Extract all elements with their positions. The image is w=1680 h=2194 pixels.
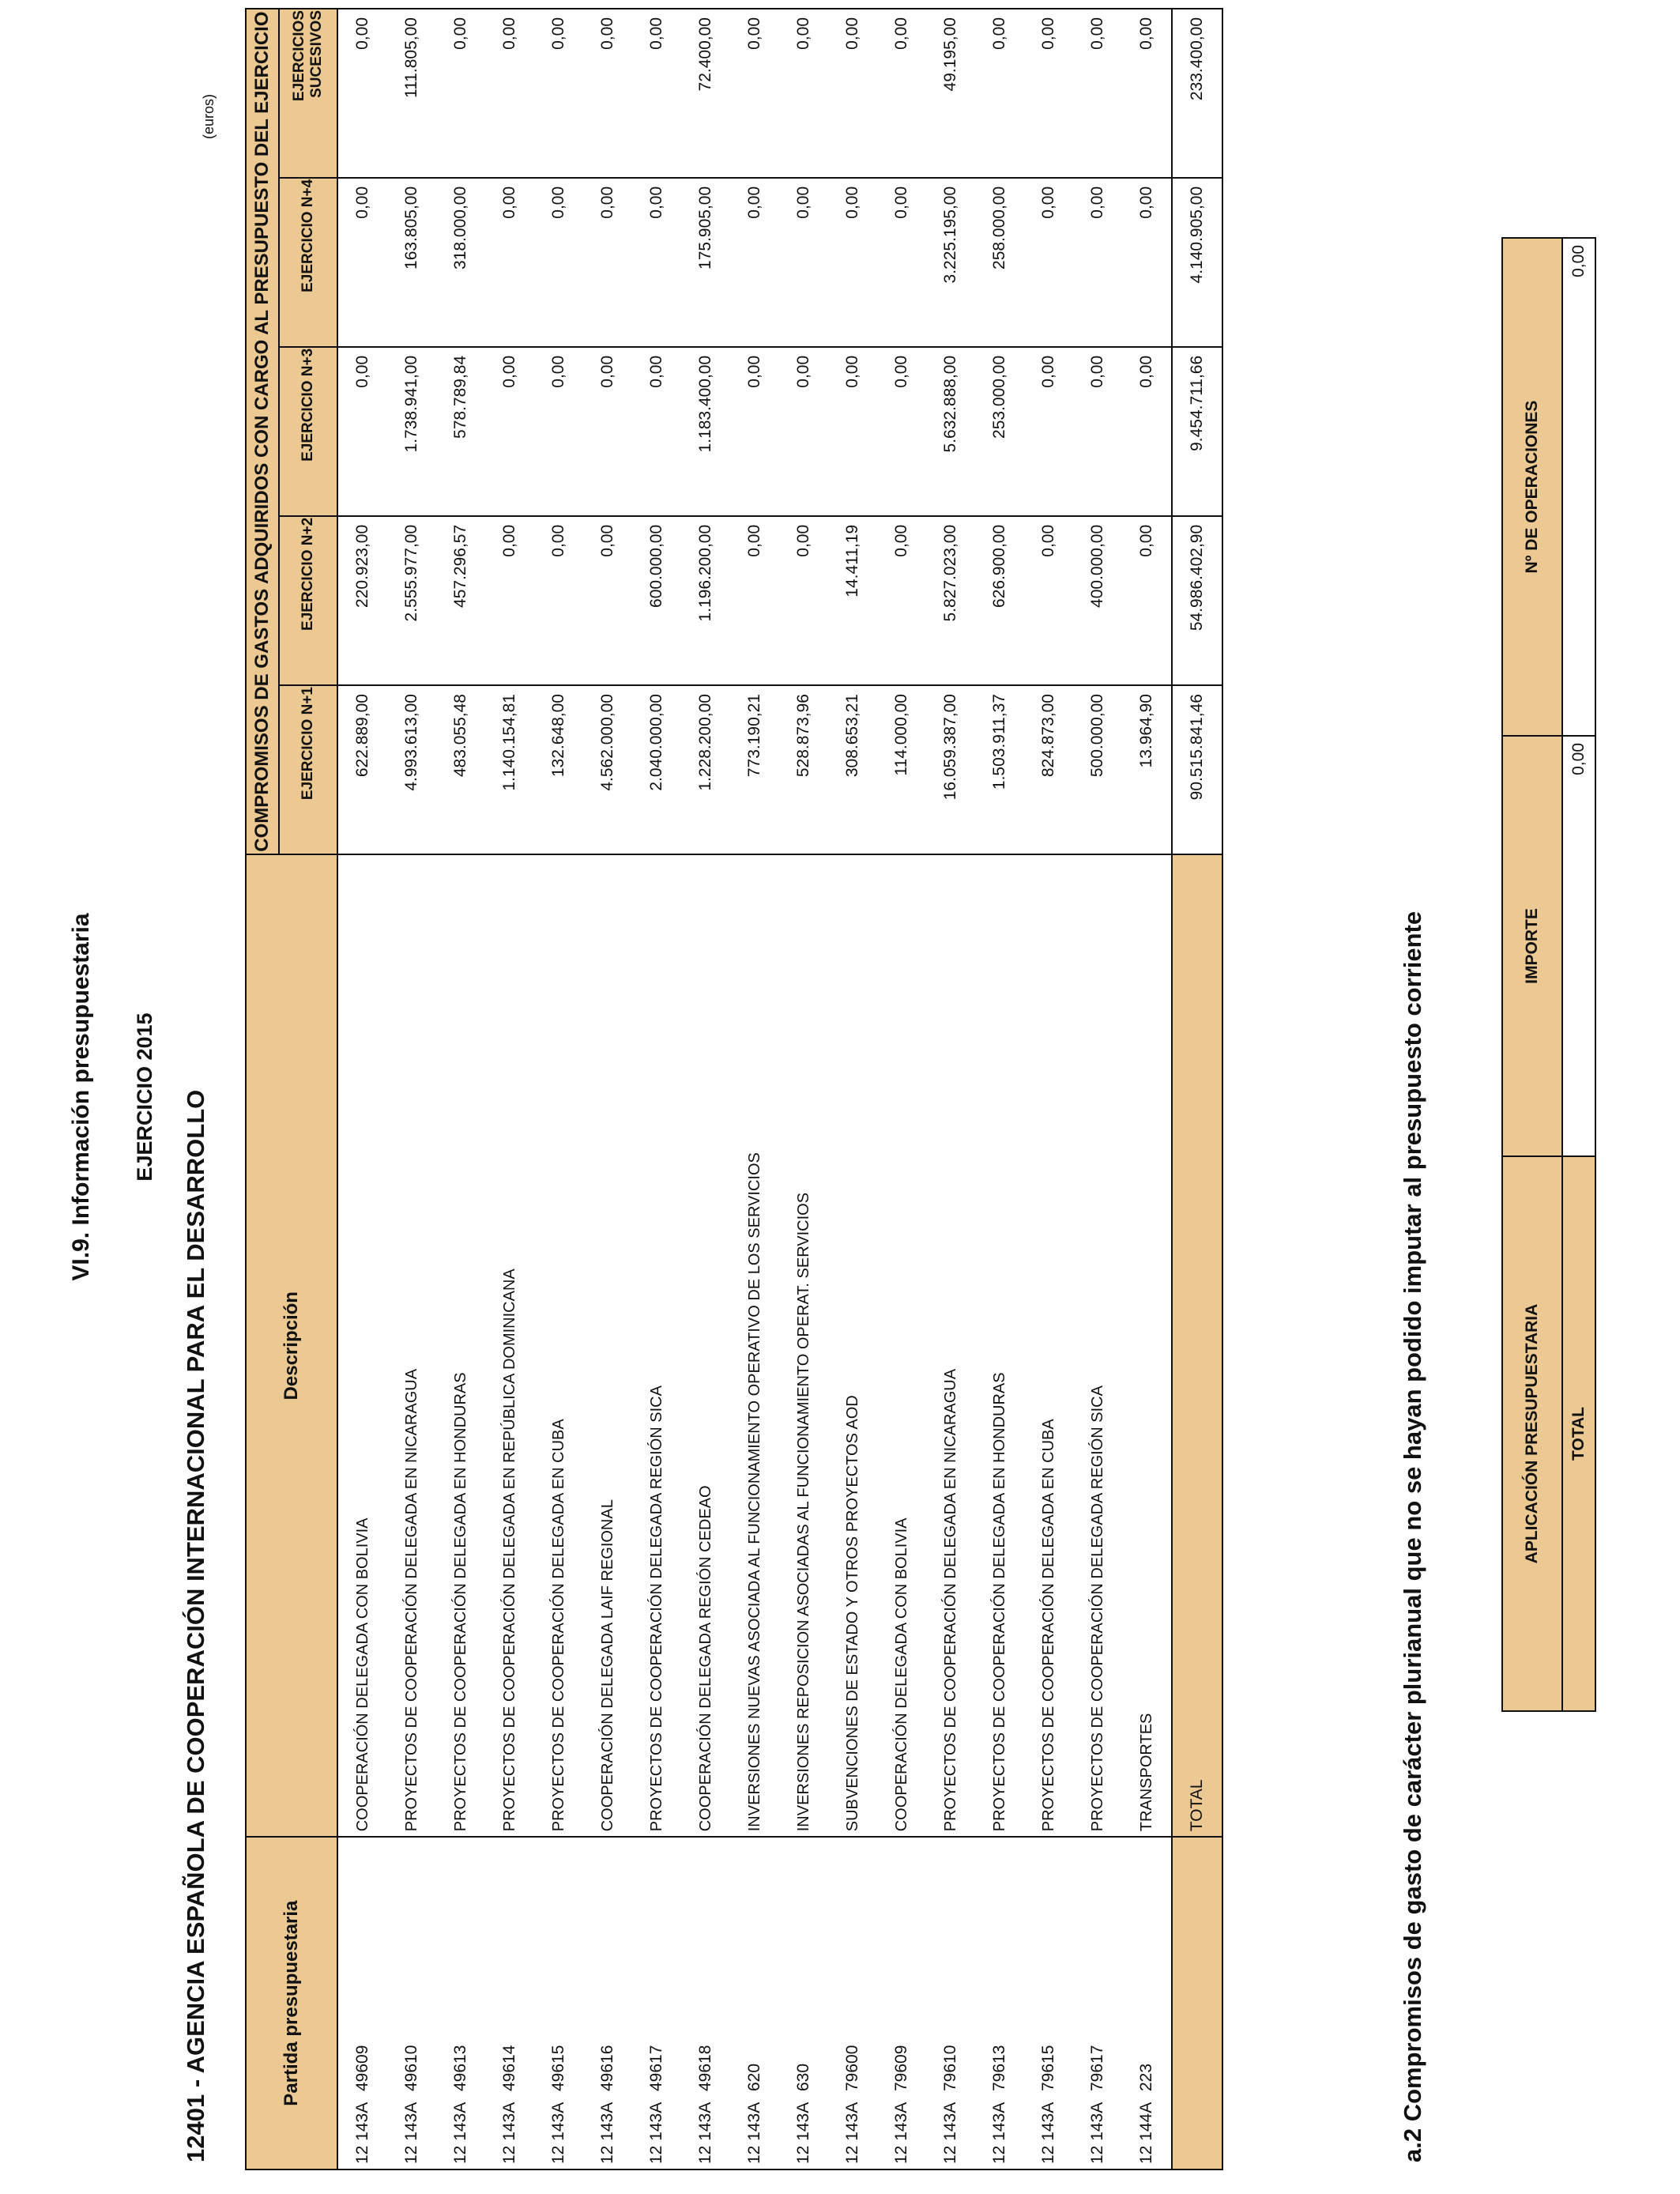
description-cell: PROYECTOS DE COOPERACIÓN DELEGADA EN HONDURAS (975, 854, 1024, 1837)
header-year-1: EJERCICIO N+1 (279, 685, 337, 854)
description-cell: PROYECTOS DE COOPERACIÓN DELEGADA EN NICARAGUA (387, 854, 436, 1837)
amount-cell: 1.140.154,81 (485, 685, 534, 854)
description-cell: PROYECTOS DE COOPERACIÓN DELEGADA EN CUBA (1024, 854, 1073, 1837)
amount-cell: 0,00 (877, 516, 926, 685)
partida-cell (1073, 1837, 1122, 2169)
partida-program: 12 143A (696, 2102, 714, 2164)
table-row (1122, 9, 1172, 2169)
total-successive: 233.400,00 (1172, 9, 1222, 178)
amount-cell: 0,00 (1073, 347, 1122, 516)
amount-cell: 0,00 (1122, 516, 1172, 685)
description-cell: PROYECTOS DE COOPERACIÓN DELEGADA REGIÓN SICA (1073, 854, 1122, 1837)
header-year-2: EJERCICIO N+2 (279, 516, 337, 685)
amount-cell: 163.805,00 (387, 178, 436, 347)
amount-cell: 175.905,00 (681, 178, 730, 347)
amount-cell: 2.040.000,00 (632, 685, 681, 854)
partida-cell (1024, 1837, 1073, 2169)
partida-cell (337, 1837, 387, 2169)
header-aplicacion: APLICACIÓN PRESUPUESTARIA (1502, 1156, 1562, 1711)
partida-cell (534, 1837, 583, 2169)
description-cell: COOPERACIÓN DELEGADA CON BOLIVIA (877, 854, 926, 1837)
partida-concept: 79600 (843, 2045, 861, 2091)
partida-cell (583, 1837, 632, 2169)
partida-concept: 79609 (892, 2045, 910, 2091)
a2-total-importe: 0,00 (1562, 736, 1595, 1156)
amount-cell: 0,00 (877, 178, 926, 347)
amount-cell: 0,00 (632, 178, 681, 347)
partida-program: 12 143A (402, 2102, 420, 2164)
total-row (1172, 9, 1222, 2169)
table-row (828, 9, 877, 2169)
description-cell: COOPERACIÓN DELEGADA CON BOLIVIA (337, 854, 387, 1837)
amount-cell: 0,00 (975, 9, 1024, 178)
partida-program: 12 143A (598, 2102, 616, 2164)
header-year-3: EJERCICIO N+3 (279, 347, 337, 516)
amount-cell: 13.964,90 (1122, 685, 1172, 854)
table-row (730, 9, 779, 2169)
partida-concept: 630 (794, 2063, 812, 2091)
amount-cell: 622.889,00 (337, 685, 387, 854)
header-year-4: EJERCICIO N+4 (279, 178, 337, 347)
partida-cell (632, 1837, 681, 2169)
amount-cell: 0,00 (730, 9, 779, 178)
partida-concept: 49610 (402, 2045, 420, 2091)
amount-cell: 258.000,00 (975, 178, 1024, 347)
amount-cell: 132.648,00 (534, 685, 583, 854)
amount-cell: 773.190,21 (730, 685, 779, 854)
amount-cell: 0,00 (730, 347, 779, 516)
partida-program: 12 143A (500, 2102, 518, 2164)
commitments-table (245, 8, 1223, 2170)
section-title: VI.9. Información presupuestaria (68, 913, 94, 1281)
partida-cell (681, 1837, 730, 2169)
amount-cell: 483.055,48 (436, 685, 485, 854)
amount-cell: 400.000,00 (1073, 516, 1122, 685)
amount-cell: 1.228.200,00 (681, 685, 730, 854)
partida-program: 12 143A (941, 2102, 959, 2164)
amount-cell: 0,00 (1073, 9, 1122, 178)
amount-cell: 0,00 (632, 9, 681, 178)
amount-cell: 5.632.888,00 (926, 347, 975, 516)
description-cell: PROYECTOS DE COOPERACIÓN DELEGADA EN REPÚBLICA DOMINICANA (485, 854, 534, 1837)
partida-concept: 223 (1137, 2063, 1155, 2091)
entity-title: 12401 - AGENCIA ESPAÑOLA DE COOPERACIÓN INTERNACIONAL PARA EL DESARROLLO (182, 1089, 209, 2162)
partida-cell (1122, 1837, 1172, 2169)
partida-concept: 79617 (1088, 2045, 1106, 2091)
amount-cell: 49.195,00 (926, 9, 975, 178)
amount-cell: 0,00 (485, 9, 534, 178)
partida-cell (730, 1837, 779, 2169)
table-row (779, 9, 828, 2169)
total-label: TOTAL (1172, 854, 1222, 1837)
partida-program: 12 143A (794, 2102, 812, 2164)
amount-cell: 0,00 (730, 178, 779, 347)
a2-total-row (1562, 238, 1595, 1711)
header-importe: IMPORTE (1502, 736, 1562, 1156)
amount-cell: 0,00 (1024, 516, 1073, 685)
amount-cell: 5.827.023,00 (926, 516, 975, 685)
amount-cell: 0,00 (877, 9, 926, 178)
amount-cell: 0,00 (1122, 347, 1172, 516)
commitments-body (337, 9, 1172, 2169)
amount-cell: 457.296,57 (436, 516, 485, 685)
amount-cell: 253.000,00 (975, 347, 1024, 516)
amount-cell: 4.993.613,00 (387, 685, 436, 854)
partida-program: 12 143A (990, 2102, 1008, 2164)
amount-cell: 0,00 (779, 178, 828, 347)
amount-cell: 0,00 (779, 347, 828, 516)
table-row (534, 9, 583, 2169)
amount-cell: 824.873,00 (1024, 685, 1073, 854)
partida-concept: 49609 (353, 2045, 371, 2091)
amount-cell: 0,00 (1024, 178, 1073, 347)
partida-program: 12 143A (1039, 2102, 1057, 2164)
partida-concept: 49613 (451, 2045, 469, 2091)
amount-cell: 308.653,21 (828, 685, 877, 854)
amount-cell: 500.000,00 (1073, 685, 1122, 854)
description-cell: INVERSIONES REPOSICION ASOCIADAS AL FUNCIONAMIENTO OPERAT. SERVICIOS (779, 854, 828, 1837)
description-cell: COOPERACIÓN DELEGADA REGIÓN CEDEAO (681, 854, 730, 1837)
description-cell: PROYECTOS DE COOPERACIÓN DELEGADA REGIÓN SICA (632, 854, 681, 1837)
amount-cell: 0,00 (485, 178, 534, 347)
partida-program: 12 143A (647, 2102, 665, 2164)
table-row (337, 9, 387, 2169)
amount-cell: 0,00 (485, 516, 534, 685)
amount-cell: 578.789,84 (436, 347, 485, 516)
table-row (632, 9, 681, 2169)
amount-cell: 318.000,00 (436, 178, 485, 347)
description-cell: INVERSIONES NUEVAS ASOCIADA AL FUNCIONAMIENTO OPERATIVO DE LOS SERVICIOS (730, 854, 779, 1837)
amount-cell: 0,00 (337, 347, 387, 516)
partida-program: 12 143A (843, 2102, 861, 2164)
description-cell: PROYECTOS DE COOPERACIÓN DELEGADA EN CUBA (534, 854, 583, 1837)
amount-cell: 0,00 (779, 9, 828, 178)
a2-total-label: TOTAL (1562, 1156, 1595, 1711)
description-cell: PROYECTOS DE COOPERACIÓN DELEGADA EN NICARAGUA (926, 854, 975, 1837)
table-row (1024, 9, 1073, 2169)
amount-cell: 0,00 (436, 9, 485, 178)
table-row (926, 9, 975, 2169)
a2-total-operaciones: 0,00 (1562, 238, 1595, 736)
unit-label: (euros) (201, 93, 217, 139)
partida-cell (926, 1837, 975, 2169)
total-partida-blank (1172, 1837, 1222, 2169)
partida-concept: 79613 (990, 2045, 1008, 2091)
amount-cell: 1.738.941,00 (387, 347, 436, 516)
table-row (485, 9, 534, 2169)
amount-cell: 72.400,00 (681, 9, 730, 178)
description-cell: TRANSPORTES (1122, 854, 1172, 1837)
amount-cell: 0,00 (583, 9, 632, 178)
partida-program: 12 143A (745, 2102, 763, 2164)
amount-cell: 0,00 (828, 347, 877, 516)
amount-cell: 0,00 (337, 178, 387, 347)
amount-cell: 0,00 (534, 516, 583, 685)
amount-cell: 0,00 (1122, 9, 1172, 178)
partida-concept: 49618 (696, 2045, 714, 2091)
amount-cell: 0,00 (1024, 9, 1073, 178)
header-operaciones: Nº DE OPERACIONES (1502, 238, 1562, 736)
amount-cell: 1.196.200,00 (681, 516, 730, 685)
amount-cell: 0,00 (1073, 178, 1122, 347)
table-row (1073, 9, 1122, 2169)
amount-cell: 0,00 (1024, 347, 1073, 516)
amount-cell: 0,00 (877, 347, 926, 516)
table-row (681, 9, 730, 2169)
partida-cell (828, 1837, 877, 2169)
total-year-3: 9.454.711,66 (1172, 347, 1222, 516)
amount-cell: 0,00 (337, 9, 387, 178)
partida-concept: 79615 (1039, 2045, 1057, 2091)
partida-program: 12 143A (892, 2102, 910, 2164)
description-cell: SUBVENCIONES DE ESTADO Y OTROS PROYECTOS AOD (828, 854, 877, 1837)
amount-cell: 0,00 (828, 178, 877, 347)
partida-concept: 49614 (500, 2045, 518, 2091)
amount-cell: 528.873,96 (779, 685, 828, 854)
partida-program: 12 143A (353, 2102, 371, 2164)
amount-cell: 114.000,00 (877, 685, 926, 854)
partida-concept: 49616 (598, 2045, 616, 2091)
table-row (583, 9, 632, 2169)
amount-cell: 0,00 (828, 9, 877, 178)
amount-cell: 626.900,00 (975, 516, 1024, 685)
partida-cell (387, 1837, 436, 2169)
amount-cell: 0,00 (583, 516, 632, 685)
amount-cell: 1.503.911,37 (975, 685, 1024, 854)
partida-cell (877, 1837, 926, 2169)
partida-program: 12 143A (1088, 2102, 1106, 2164)
amount-cell: 111.805,00 (387, 9, 436, 178)
amount-cell: 4.562.000,00 (583, 685, 632, 854)
amount-cell: 0,00 (632, 347, 681, 516)
uncharged-commitments-table (1501, 237, 1596, 1712)
amount-cell: 2.555.977,00 (387, 516, 436, 685)
partida-cell (779, 1837, 828, 2169)
amount-cell: 0,00 (534, 9, 583, 178)
partida-concept: 620 (745, 2063, 763, 2091)
header-year-successive: EJERCICIOS SUCESIVOS (279, 9, 337, 178)
amount-cell: 16.059.387,00 (926, 685, 975, 854)
amount-cell: 0,00 (779, 516, 828, 685)
partida-concept: 49615 (549, 2045, 567, 2091)
amount-cell: 0,00 (534, 347, 583, 516)
exercise-title: EJERCICIO 2015 (133, 1012, 156, 1182)
partida-program: 12 143A (451, 2102, 469, 2164)
partida-cell (485, 1837, 534, 2169)
amount-cell: 0,00 (1122, 178, 1172, 347)
partida-cell (436, 1837, 485, 2169)
section-a2-title: a.2 Compromisos de gasto de carácter plurianual que no se hayan podido imputar al presupuesto corriente (1399, 910, 1426, 2162)
partida-cell (975, 1837, 1024, 2169)
table-row (436, 9, 485, 2169)
partida-concept: 49617 (647, 2045, 665, 2091)
header-group-commitments: COMPROMISOS DE GASTOS ADQUIRIDOS CON CARGO AL PRESUPUESTO DEL EJERCICIO (246, 9, 279, 854)
partida-program: 12 143A (549, 2102, 567, 2164)
total-year-4: 4.140.905,00 (1172, 178, 1222, 347)
amount-cell: 0,00 (583, 347, 632, 516)
amount-cell: 14.411,19 (828, 516, 877, 685)
amount-cell: 0,00 (730, 516, 779, 685)
description-cell: COOPERACIÓN DELEGADA LAIF REGIONAL (583, 854, 632, 1837)
amount-cell: 0,00 (583, 178, 632, 347)
description-cell: PROYECTOS DE COOPERACIÓN DELEGADA EN HONDURAS (436, 854, 485, 1837)
amount-cell: 0,00 (485, 347, 534, 516)
table-row (877, 9, 926, 2169)
header-partida: Partida presupuestaria (246, 1837, 337, 2169)
amount-cell: 220.923,00 (337, 516, 387, 685)
header-descripcion: Descripción (246, 854, 337, 1837)
table-row (975, 9, 1024, 2169)
amount-cell: 0,00 (534, 178, 583, 347)
total-year-1: 90.515.841,46 (1172, 685, 1222, 854)
partida-program: 12 144A (1137, 2102, 1155, 2164)
amount-cell: 600.000,00 (632, 516, 681, 685)
amount-cell: 3.225.195,00 (926, 178, 975, 347)
partida-concept: 79610 (941, 2045, 959, 2091)
table-row (387, 9, 436, 2169)
total-year-2: 54.986.402,90 (1172, 516, 1222, 685)
amount-cell: 1.183.400,00 (681, 347, 730, 516)
